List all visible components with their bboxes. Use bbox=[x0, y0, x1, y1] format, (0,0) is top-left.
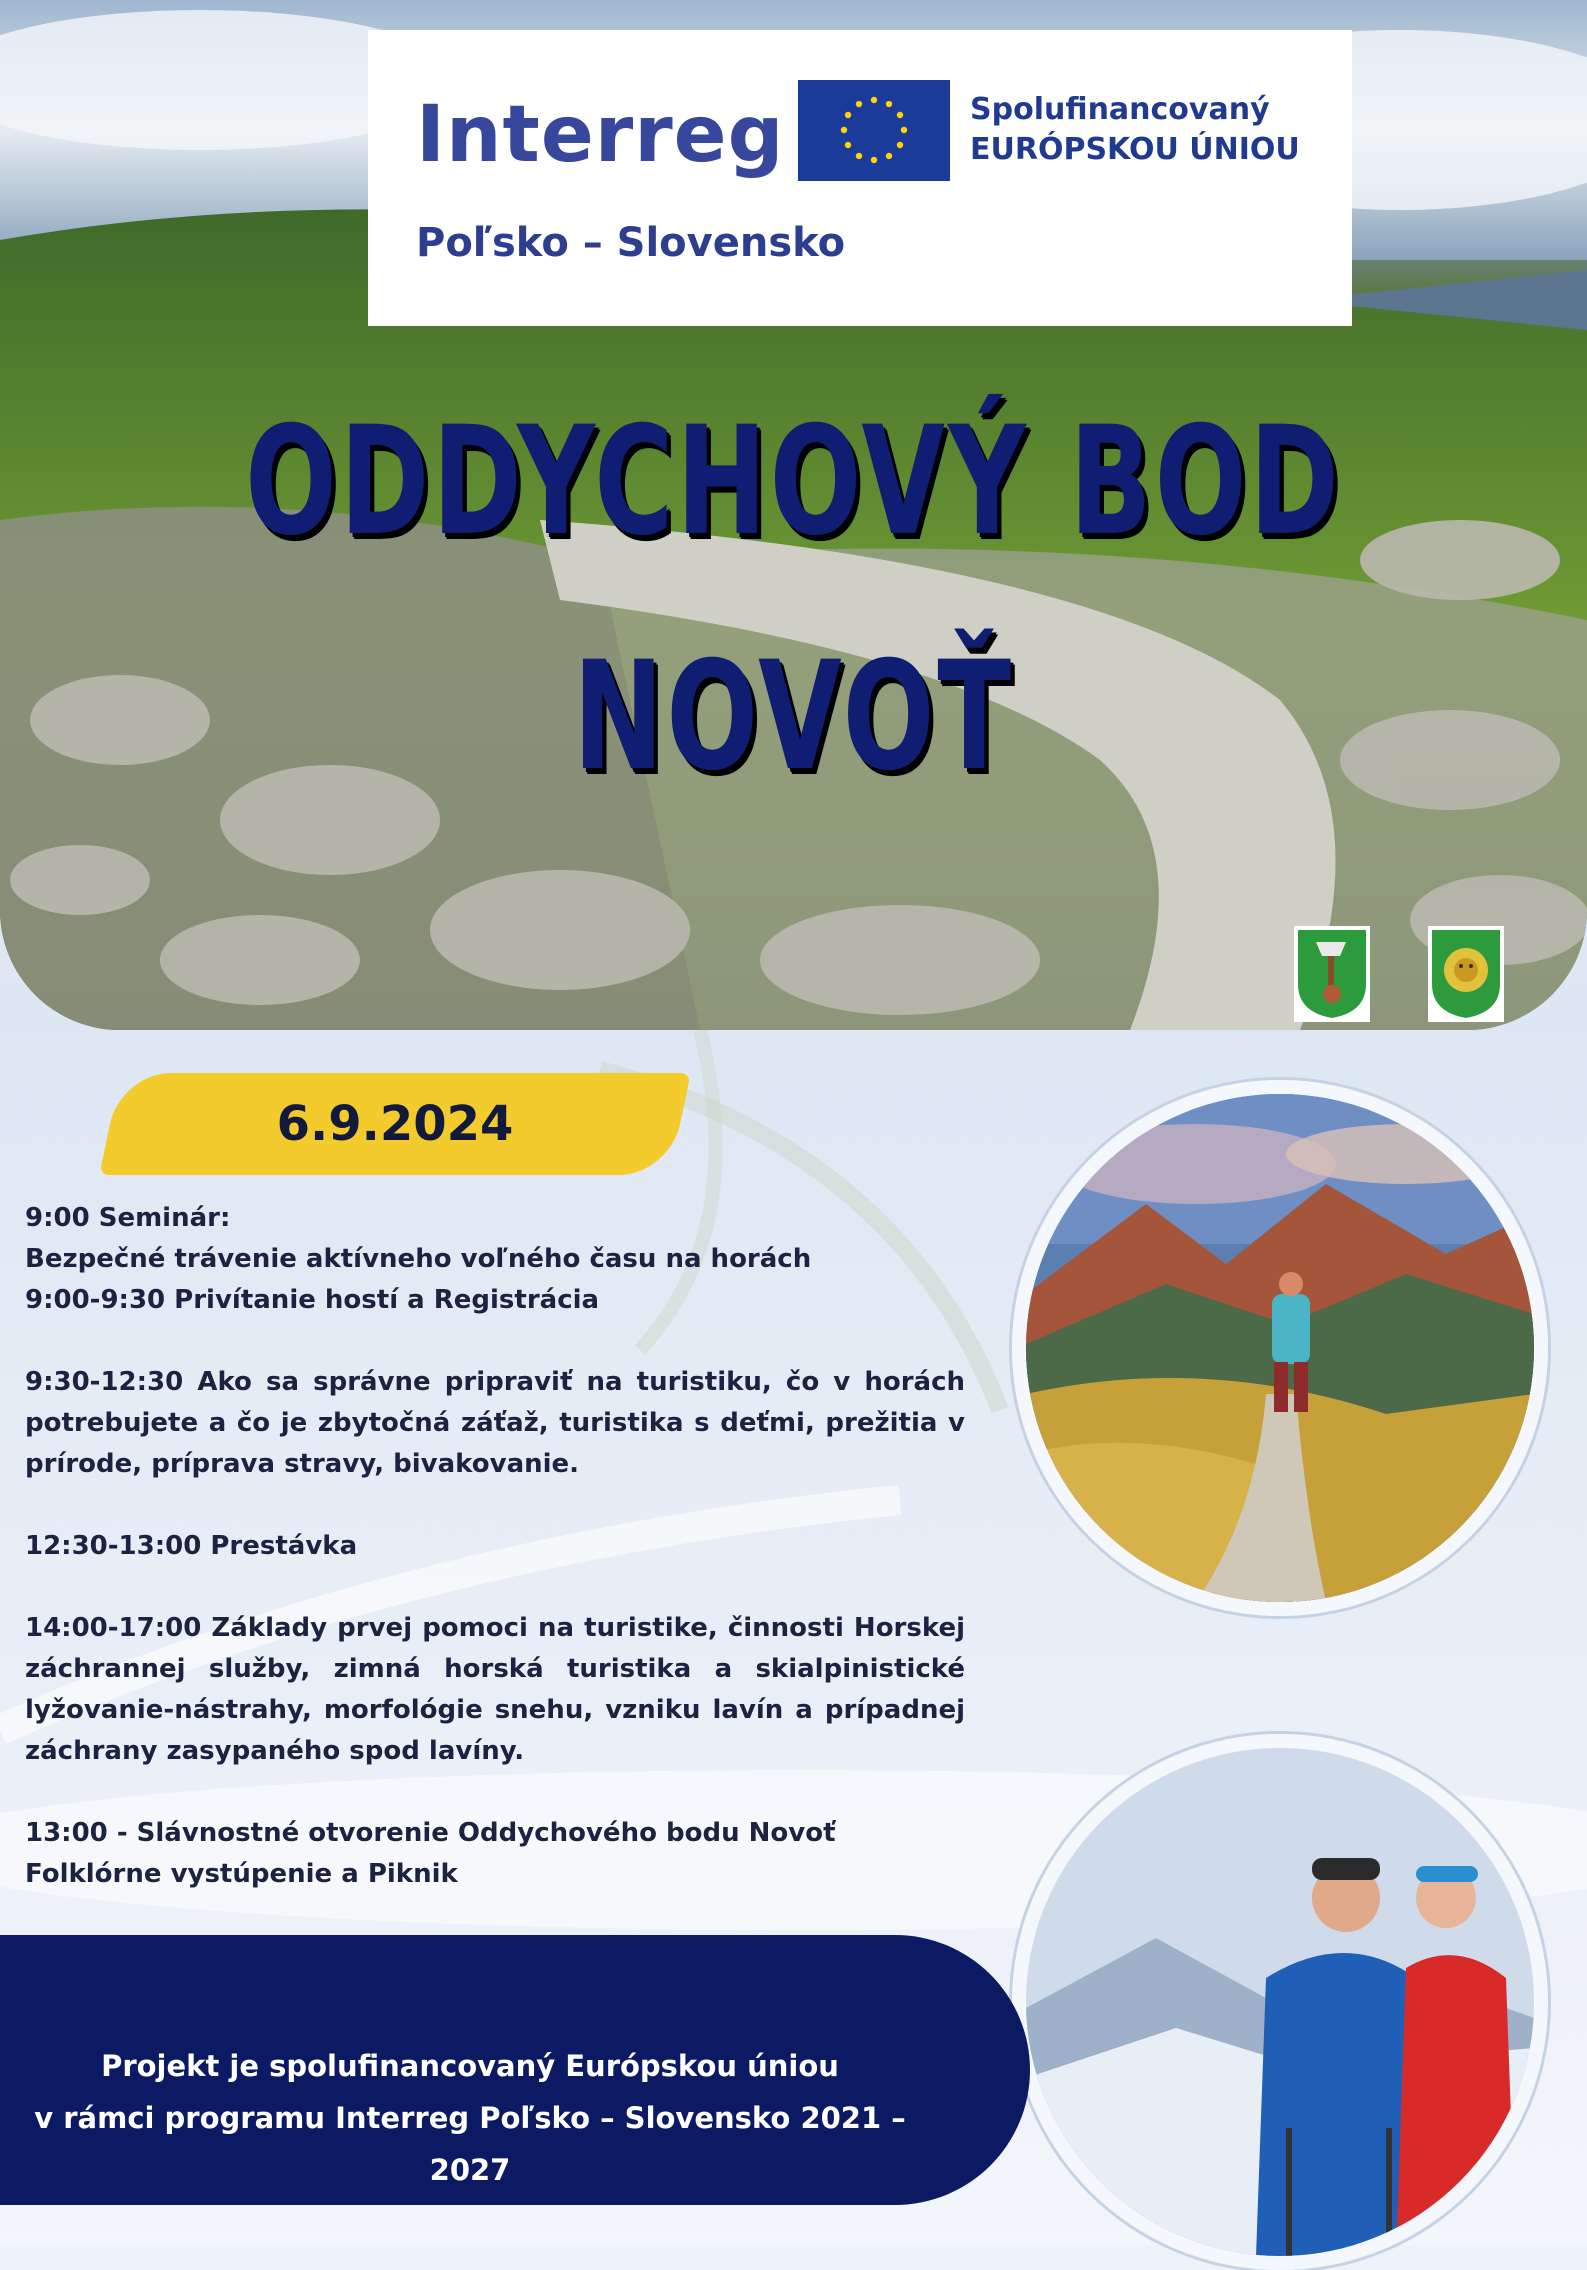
footer-line-2: v rámci programu Interreg Poľsko – Slovensko 2021 – 2027 bbox=[34, 2101, 906, 2187]
crest-lion-icon bbox=[1428, 926, 1504, 1022]
eu-star-icon bbox=[871, 97, 877, 103]
eu-star-icon bbox=[841, 127, 847, 133]
schedule-welcome: 9:00-9:30 Privítanie hostí a Registrácia bbox=[25, 1285, 600, 1315]
eu-star-icon bbox=[856, 153, 862, 159]
program-schedule bbox=[25, 1198, 965, 1895]
schedule-folklore: Folklórne vystúpenie a Piknik bbox=[25, 1859, 458, 1889]
eu-line-1: Spolufinancovaný bbox=[970, 92, 1270, 127]
seminar-title: Bezpečné trávenie aktívneho voľného času na horách bbox=[25, 1244, 812, 1274]
eu-star-icon bbox=[871, 157, 877, 163]
eu-line-2: EURÓPSKOU ÚNIOU bbox=[970, 132, 1300, 167]
schedule-block-1: 9:30-12:30 Ako sa správne pripraviť na turistiku, čo v horách potrebujete a čo je zbytočná záťaž, turistika s deťmi, prežitia v prírode, príprava stravy, bivakovanie. bbox=[25, 1367, 965, 1479]
eu-star-icon bbox=[845, 112, 851, 118]
hiker-trail-photo bbox=[1012, 1080, 1548, 1616]
eu-flag-icon bbox=[798, 80, 950, 181]
event-title-line-1: ODDYCHOVÝ BOD bbox=[245, 395, 1342, 569]
crest-axe-icon bbox=[1294, 926, 1370, 1022]
schedule-block-2: 14:00-17:00 Základy prvej pomoci na turistike, činnosti Horskej záchrannej služby, zimná horská turistika a skialpinistické lyžovanie-nástrahy, morfológie snehu, vzniku lavín a prípadnej záchrany zasypaného spod lavíny. bbox=[25, 1613, 965, 1766]
eu-star-icon bbox=[897, 112, 903, 118]
eu-star-icon bbox=[897, 142, 903, 148]
schedule-break: 12:30-13:00 Prestávka bbox=[25, 1531, 358, 1561]
eu-star-icon bbox=[886, 101, 892, 107]
winter-hikers-photo bbox=[1012, 1734, 1548, 2270]
eu-cofinance-text bbox=[970, 90, 1300, 170]
hero-banner bbox=[0, 0, 1587, 1030]
event-date: 6.9.2024 bbox=[276, 1096, 514, 1152]
seminar-label: 9:00 Seminár: bbox=[25, 1203, 231, 1233]
program-subtitle: Poľsko – Slovensko bbox=[416, 220, 846, 266]
schedule-opening: 13:00 - Slávnostné otvorenie Oddychového bodu Novoť bbox=[25, 1818, 836, 1848]
eu-star-icon bbox=[901, 127, 907, 133]
eu-star-icon bbox=[886, 153, 892, 159]
interreg-logo-box bbox=[368, 30, 1352, 326]
eu-star-icon bbox=[856, 101, 862, 107]
footer-line-1: Projekt je spolufinancovaný Európskou úniou bbox=[101, 2049, 839, 2083]
interreg-wordmark: Interreg bbox=[416, 90, 785, 180]
event-title-line-2: NOVOŤ bbox=[573, 630, 1014, 804]
eu-star-icon bbox=[845, 142, 851, 148]
footer-funding-note bbox=[0, 2040, 940, 2196]
